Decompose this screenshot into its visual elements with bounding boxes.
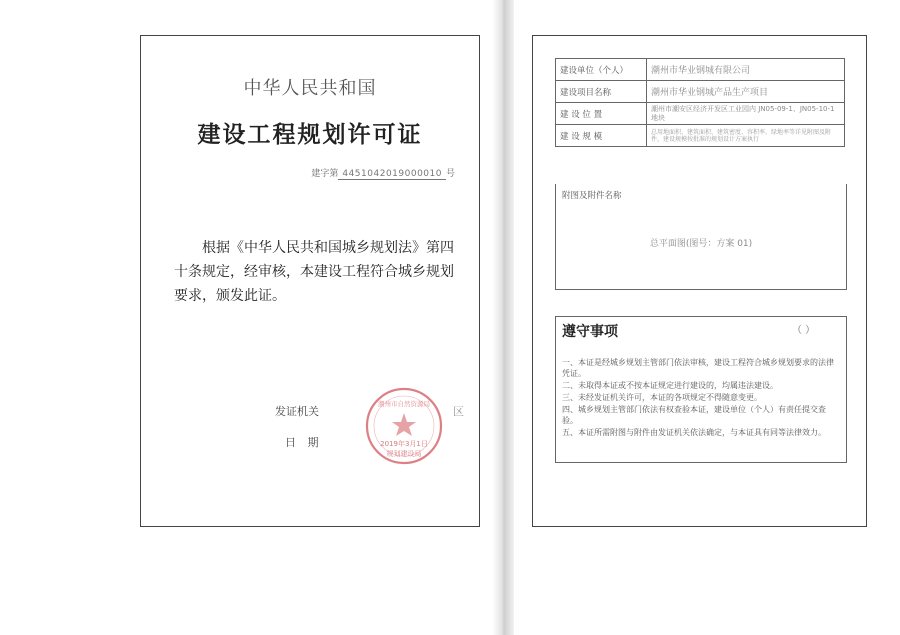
table-row: [556, 81, 845, 103]
book-fold: [492, 0, 514, 635]
list-item: 五、本证所需附图与附件由发证机关依法确定，与本证具有同等法律效力。: [562, 428, 826, 437]
number-prefix: 建字第: [311, 169, 339, 179]
rules-title: 遵守事项: [562, 324, 618, 340]
row-value: 潮州市华业钢城有限公司: [647, 59, 845, 81]
seal-bottom-text: 规划建设局: [386, 450, 422, 458]
row-label: 建设单位（个人）: [556, 59, 647, 81]
rules-mark: （ ）: [792, 325, 816, 336]
number-suffix: 号: [445, 169, 455, 179]
certificate-body: 根据《中华人民共和国城乡规划法》第四十条规定，经审核，本建设工程符合城乡规划要求，颁发此证。: [174, 240, 454, 304]
row-value: 潮州市华业钢城产品生产项目: [647, 81, 845, 103]
certificate-left-page: [140, 35, 480, 527]
row-label: 建 设 位 置: [556, 103, 647, 125]
number-value: 4451042019000010: [338, 169, 446, 180]
table-row: [556, 125, 845, 147]
rules-list: [562, 357, 840, 439]
attachments-block: [555, 184, 847, 290]
row-label: 建设项目名称: [556, 81, 647, 103]
list-item: 四、城乡规划主管部门依法有权查验本证，建设单位（个人）有责任提交查验。: [562, 405, 826, 425]
list-item: 二、未取得本证或不按本证规定进行建设的，均属违法建设。: [562, 381, 778, 390]
project-info-table: [555, 58, 845, 147]
certificate-number: [311, 166, 455, 179]
seal-top-text: 潮州市自然资源局: [378, 400, 430, 408]
table-row: [556, 103, 845, 125]
list-item: 三、未经发证机关许可，本证的各项规定不得随意变更。: [562, 393, 762, 402]
issuer-label: 发证机关: [275, 405, 319, 418]
certificate-title: 建设工程规划许可证: [197, 122, 423, 148]
official-seal-stamp: [364, 386, 444, 466]
table-row: [556, 59, 845, 81]
certificate-right-page: [532, 35, 867, 527]
issuer-suffix: 区: [453, 405, 464, 418]
country-name: 中华人民共和国: [243, 78, 377, 99]
list-item: 一、本证是经城乡规划主管部门依法审核，建设工程符合城乡规划要求的法律凭证。: [562, 358, 834, 378]
row-value: 总用地面积、建筑面积、建筑密度、容积率、绿地率等详见附图及附件，建设规模按批准的规划设计方案执行: [647, 125, 845, 147]
attachment-item: 总平面图(图号：方案 01): [649, 239, 753, 249]
rules-section: [555, 316, 847, 463]
row-label: 建 设 规 模: [556, 125, 647, 147]
row-value: 潮州市潮安区经济开发区工业园内 JN05-09-1、JN05-10-1地块: [647, 103, 845, 125]
attachments-label: 附图及附件名称: [562, 191, 622, 201]
date-label: 日 期: [285, 436, 323, 449]
seal-date: 2019年3月1日: [380, 440, 428, 448]
